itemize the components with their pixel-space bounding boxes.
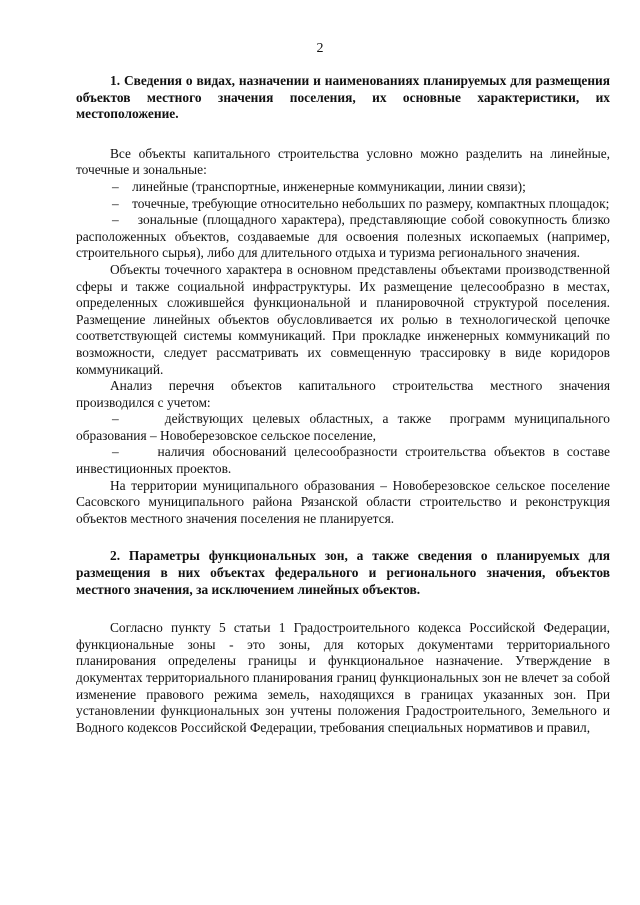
paragraph-point-objects: Объекты точечного характера в основном представлены объектами производственной сферы и также социальной инфраструктуры. Их размещение целесообразно в местах, определенных сложившейся функциональной и планировочной структурой поселения. Размещение линейных объектов обусловливается их ролью в технологической цепочке соответствующей системы коммуникаций. При прокладке инженерных коммуникаций по возможности, следует рассматривать их совмещенную трассировку в виде коридоров коммуникаций. xyxy=(76,261,610,377)
section-1-intro: Все объекты капитального строительства условно можно разделить на линейные, точечные и зональные: xyxy=(76,145,610,178)
document-body xyxy=(76,73,610,736)
page-number: 2 xyxy=(316,41,324,56)
section-2-heading: 2. Параметры функциональных зон, а также сведения о планируемых для размещения в них объектах федерального и регионального значения, объектов местного значения, за исключением линейных объектов. xyxy=(76,548,610,597)
list-item-linear: – линейные (транспортные, инженерные коммуникации, линии связи); xyxy=(112,178,526,194)
list-item-programs: – действующих целевых областных, а также программ муниципального образования – Новоберезовское сельское поселение, xyxy=(76,411,610,443)
paragraph-territory: На территории муниципального образования – Новоберезовское сельское поселение Сасовского муниципального района Рязанской области строительство и реконструкция объектов местного значения поселения не планируется. xyxy=(76,477,610,526)
paragraph-functional-zones: Согласно пункту 5 статьи 1 Градостроительного кодекса Российской Федерации, функциональные зоны - это зоны, для которых документами территориального планирования определены границы и функциональное назначение. Утверждение в документах территориального планирования границ функциональных зон не влечет за собой изменение правового режима земель, находящихся в границах указанных зон. При установлении функциональных зон учтены положения Градостроительного, Земельного и Водного кодексов Российской Федерации, требования специальных нормативов и правил, xyxy=(76,620,610,735)
paragraph-analysis: Анализ перечня объектов капитального строительства местного значения производился с учетом: xyxy=(76,378,610,410)
section-1-heading: 1. Сведения о видах, назначении и наименованиях планируемых для размещения объектов местного значения поселения, их основные характеристики, их местоположение. xyxy=(76,73,610,122)
list-item-investment: – наличия обоснований целесообразности строительства объектов в составе инвестиционных проектов. xyxy=(76,444,610,477)
list-item-zonal: – зональные (площадного характера), представляющие собой совокупность близко расположенных объектов, создаваемые для освоения полезных ископаемых (например, строительного сырья), либо для длительного отдыха и туризма регионального значения. xyxy=(76,212,610,261)
list-item-point: – точечные, требующие относительно небольших по размеру, компактных площадок; xyxy=(112,195,610,211)
